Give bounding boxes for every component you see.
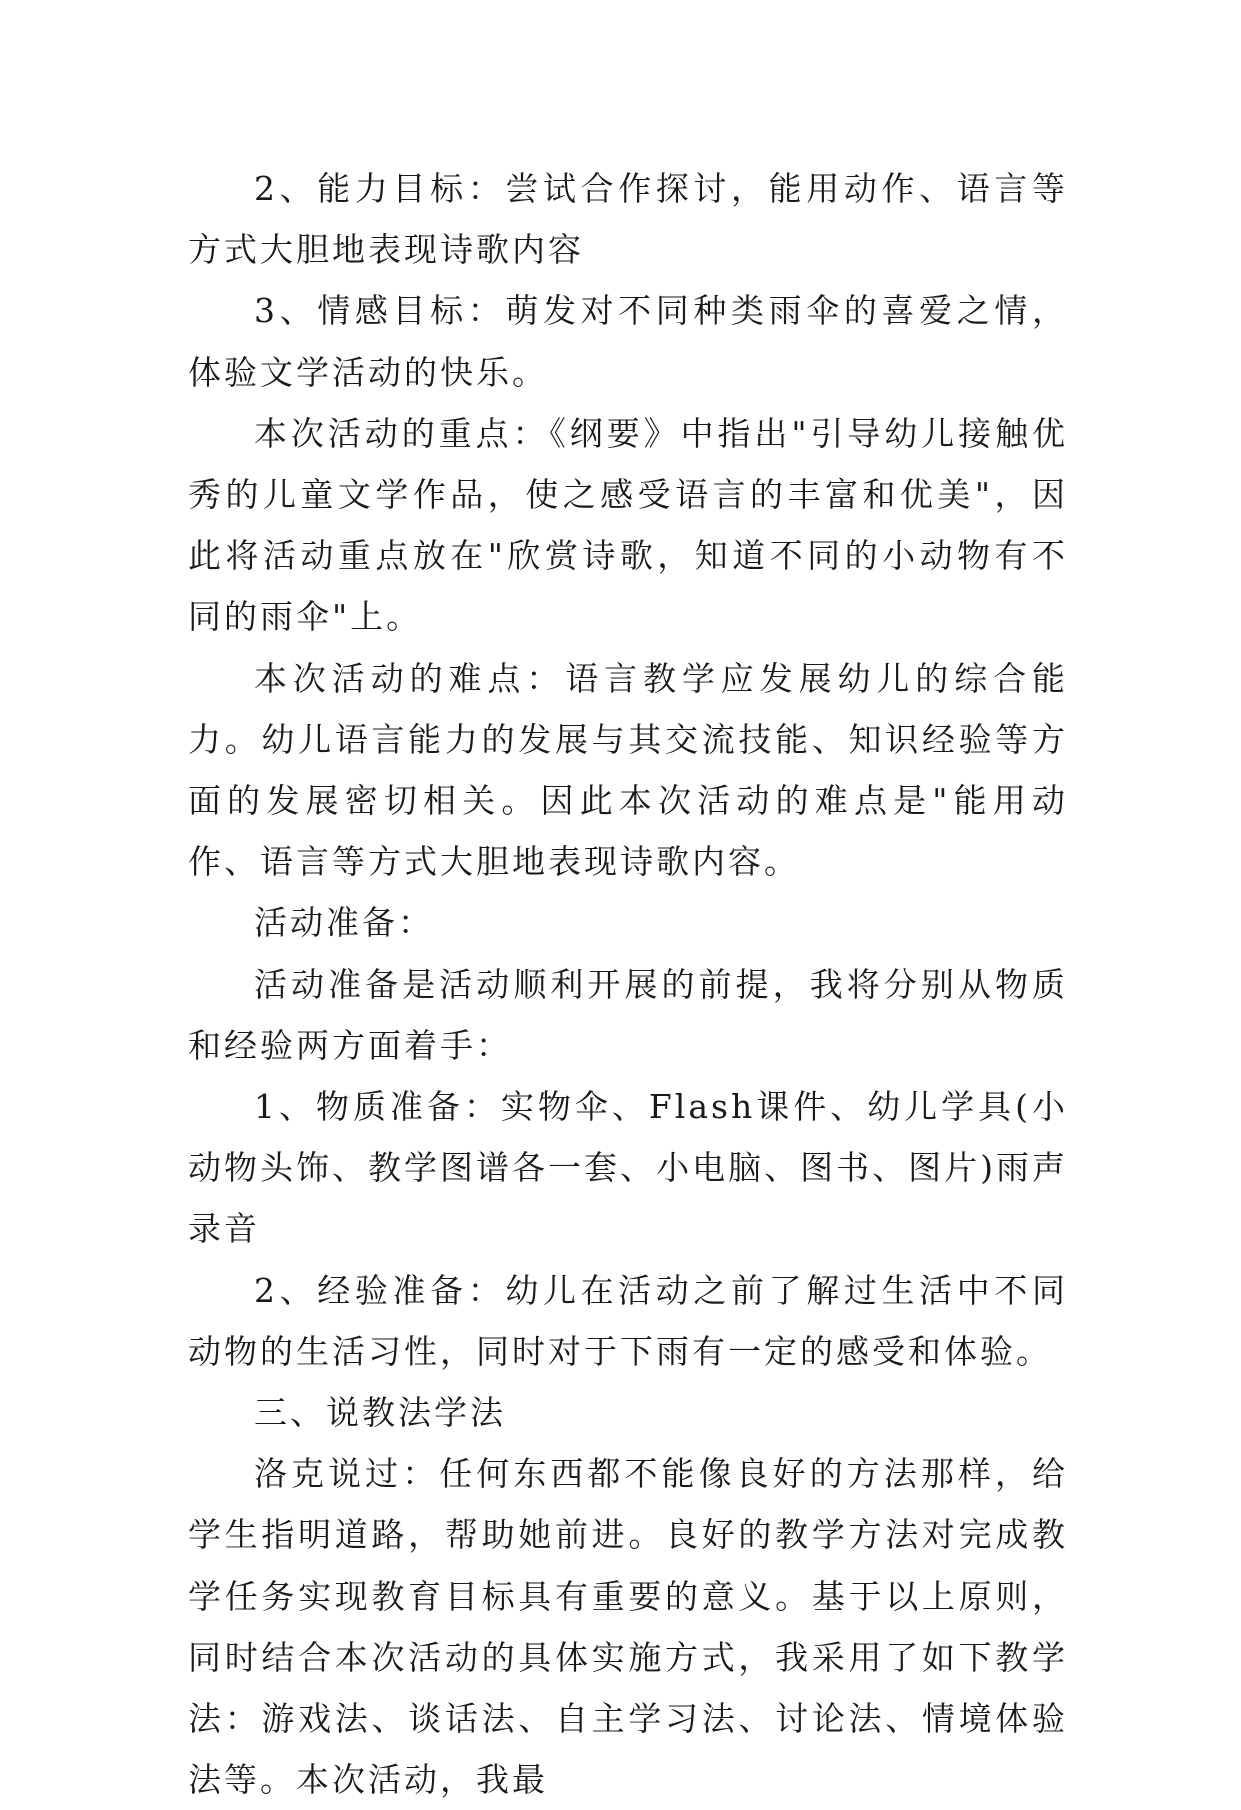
section-heading-methods: 三、说教法学法 bbox=[254, 1393, 506, 1433]
paragraph-difficulty: 本次活动的难点：语言教学应发展幼儿的综合能力。幼儿语言能力的发展与其交流技能、知识经验等方面的发展密切相关。因此本次活动的难点是"能用动作、语言等方式大胆地表现诗歌内容。 bbox=[188, 658, 1068, 882]
paragraph-emotion-goal: 3、情感目标：萌发对不同种类雨伞的喜爱之情，体验文学活动的快乐。 bbox=[188, 291, 1068, 392]
paragraph-prep-intro: 活动准备是活动顺利开展的前提，我将分别从物质和经验两方面着手： bbox=[188, 964, 1068, 1065]
paragraph-prep-heading: 活动准备： bbox=[254, 903, 434, 943]
paragraph-ability-goal: 2、能力目标：尝试合作探讨，能用动作、语言等方式大胆地表现诗歌内容 bbox=[188, 169, 1068, 270]
paragraph-experience-prep: 2、经验准备：幼儿在活动之前了解过生活中不同动物的生活习性，同时对于下雨有一定的感受和体验。 bbox=[188, 1270, 1068, 1371]
paragraph-material-prep: 1、物质准备：实物伞、Flash课件、幼儿学具(小动物头饰、教学图谱各一套、小电脑、图书、图片)雨声录音 bbox=[188, 1087, 1068, 1249]
paragraph-key-point: 本次活动的重点：《纲要》中指出"引导幼儿接触优秀的儿童文学作品，使之感受语言的丰富和优美"，因此将活动重点放在"欣赏诗歌，知道不同的小动物有不同的雨伞"上。 bbox=[188, 413, 1068, 637]
paragraph-methods: 洛克说过：任何东西都不能像良好的方法那样，给学生指明道路，帮助她前进。良好的教学方法对完成教学任务实现教育目标具有重要的意义。基于以上原则，同时结合本次活动的具体实施方式，我采用了如下教学法：游戏法、谈话法、自主学习法、讨论法、情境体验法等。本次活动，我最 bbox=[188, 1454, 1068, 1800]
document-body bbox=[188, 158, 1068, 1810]
